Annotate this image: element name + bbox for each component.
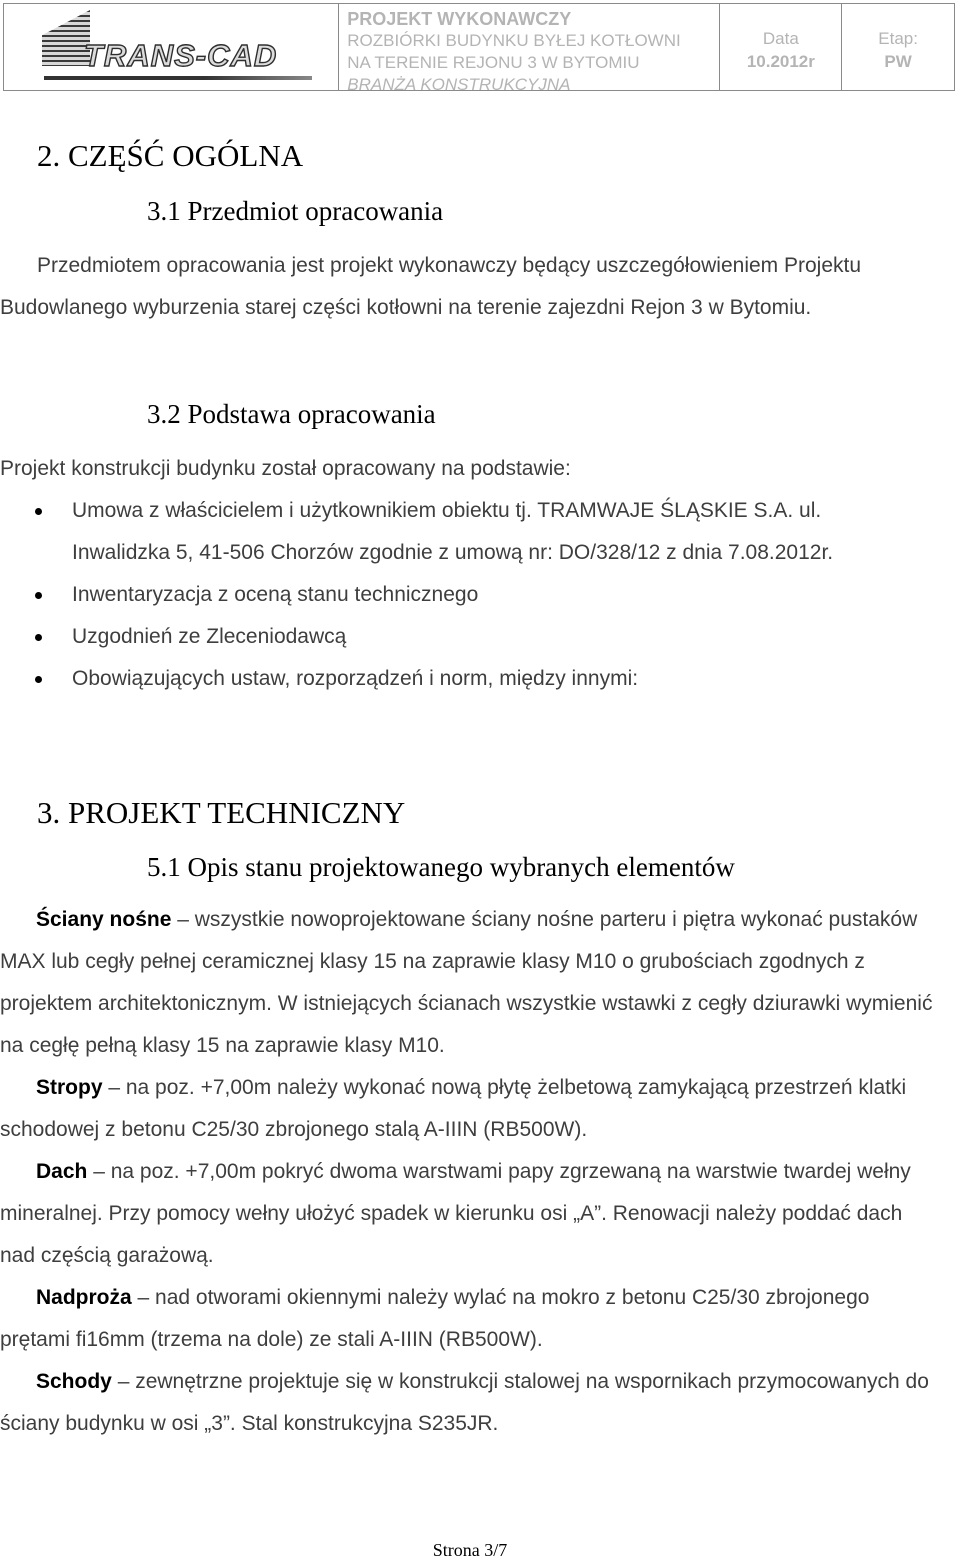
- elements-description: [0, 899, 940, 1445]
- logo-underline: [44, 76, 312, 80]
- section-3-heading: 3. PROJEKT TECHNICZNY: [37, 795, 406, 830]
- lintels-paragraph: [0, 1277, 940, 1361]
- walls-paragraph: [0, 899, 940, 1067]
- date-cell: [720, 4, 842, 90]
- stage-label: Etap:: [878, 29, 918, 48]
- roof-term: Dach: [36, 1160, 88, 1183]
- section-5-1-heading: 5.1 Opis stanu projektowanego wybranych elementów: [147, 852, 735, 882]
- ceilings-paragraph: [0, 1067, 940, 1151]
- project-name-line2: NA TERENIE REJONU 3 W BYTOMIU: [347, 53, 640, 72]
- date-label: Data: [762, 29, 799, 48]
- basis-list: [0, 490, 880, 700]
- date-value: 10.2012r: [746, 52, 815, 71]
- roof-paragraph: [0, 1151, 940, 1277]
- section-3-2-intro: Projekt konstrukcji budynku został opracowany na podstawie:: [0, 457, 571, 480]
- page-number: Strona 3/7: [432, 1540, 508, 1560]
- document-header: [3, 3, 955, 94]
- walls-term: Ściany nośne: [36, 908, 172, 931]
- ceilings-text: – na poz. +7,00m należy wykonać nową płytę żelbetową zamykającą przestrzeń klatki schodowej z betonu C25/30 zbrojonego stalą A-IIIN (RB500W).: [0, 1076, 907, 1141]
- building-logo-icon: [42, 10, 90, 66]
- list-item: Obowiązujących ustaw, rozporządzeń i norm, między innymi:: [0, 658, 880, 700]
- stairs-text: – zewnętrzne projektuje się w konstrukcji stalowej na wspornikach przymocowanych do ściany budynku w osi „3”. Stal konstrukcyjna S235JR.: [0, 1370, 929, 1435]
- section-3-2-heading: 3.2 Podstawa opracowania: [147, 399, 436, 429]
- walls-text: – wszystkie nowoprojektowane ściany nośne parteru i piętra wykonać pustaków MAX lub cegły pełnej ceramicznej klasy 15 na zaprawie klasy M10 o grubościach zgodnych z projektem architektonicznym. W istniejących ścianach wszystkie wstawki z cegły dziurawki wymienić na cegłę pełną klasy 15 na zaprawie klasy M10.: [0, 908, 933, 1057]
- stage-value: PW: [884, 52, 912, 71]
- stairs-term: Schody: [36, 1370, 112, 1393]
- roof-text: – na poz. +7,00m pokryć dwoma warstwami papy zgrzewaną na warstwie twardej wełny mineralnej. Przy pomocy wełny ułożyć spadek w kierunku osi „A”. Renowacji należy poddać dach nad częścią garażową.: [0, 1160, 911, 1267]
- project-title-cell: [339, 4, 720, 94]
- company-logo-text: TRANS-CAD: [84, 38, 278, 73]
- list-item: Inwentaryzacja z oceną stanu technicznego: [0, 574, 880, 616]
- project-type: PROJEKT WYKONAWCZY: [347, 9, 572, 29]
- project-name-line1: ROZBIÓRKI BUDYNKU BYŁEJ KOTŁOWNI: [347, 31, 681, 50]
- lintels-term: Nadproża: [36, 1286, 132, 1309]
- section-3-1-heading: 3.1 Przedmiot opracowania: [147, 196, 444, 226]
- list-item: Uzgodnień ze Zleceniodawcą: [0, 616, 880, 658]
- stage-cell: [842, 4, 954, 90]
- logo-cell: [4, 4, 339, 90]
- project-branch: BRANŻA KONSTRUKCYJNA: [347, 75, 571, 94]
- lintels-text: – nad otworami okiennymi należy wylać na mokro z betonu C25/30 zbrojonego prętami fi16mm (trzema na dole) ze stali A-IIIN (RB500W).: [0, 1286, 870, 1351]
- stairs-paragraph: [0, 1361, 940, 1445]
- list-item: Umowa z właścicielem i użytkownikiem obiektu tj. TRAMWAJE ŚLĄSKIE S.A. ul. Inwalidzka 5, 41-506 Chorzów zgodnie z umową nr: DO/328/12 z dnia 7.08.2012r.: [0, 490, 880, 574]
- section-3-1-text: Przedmiotem opracowania jest projekt wykonawczy będący uszczegółowieniem Projektu Budowlanego wyburzenia starej części kotłowni na terenie zajezdni Rejon 3 w Bytomiu.: [0, 254, 862, 319]
- ceilings-term: Stropy: [36, 1076, 103, 1099]
- section-2-heading: 2. CZĘŚĆ OGÓLNA: [37, 138, 304, 173]
